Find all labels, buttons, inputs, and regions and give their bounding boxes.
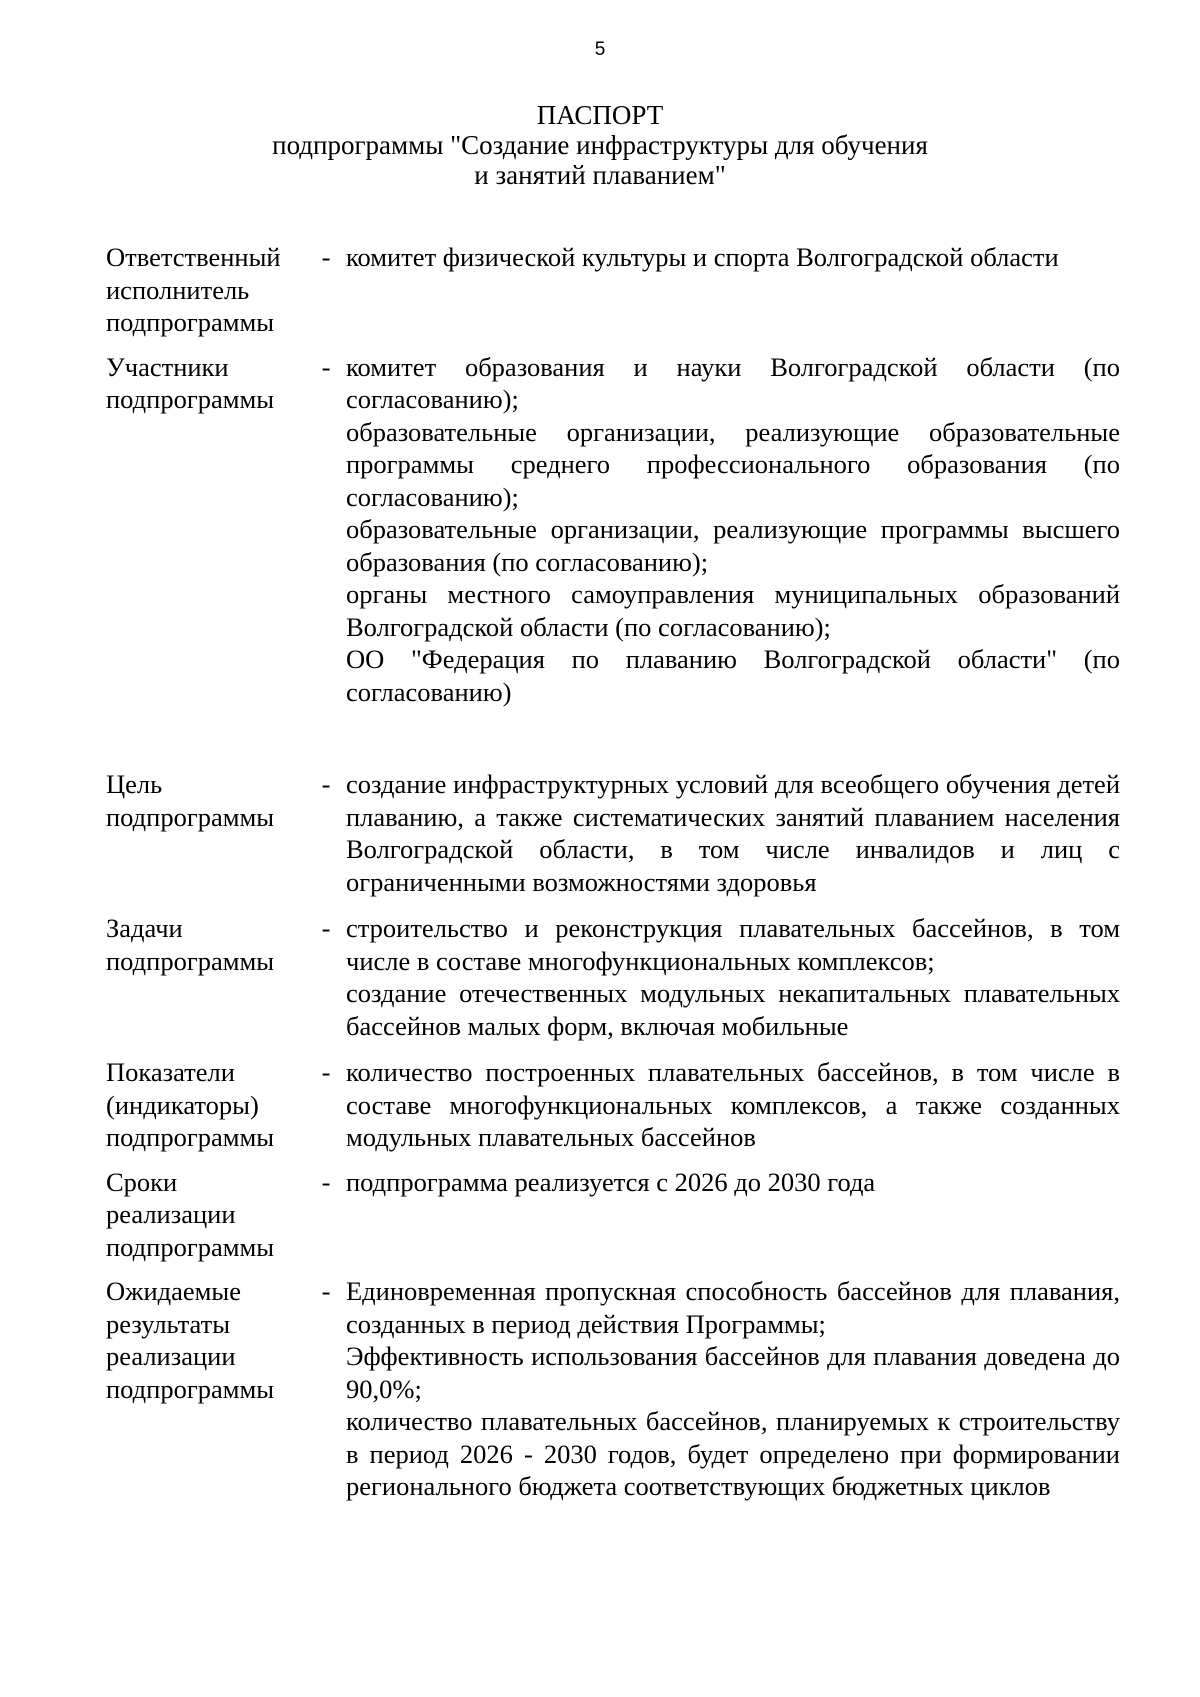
row-dash: - [321,351,331,382]
passport-row-participants [106,351,1120,709]
row-dash: - [321,769,331,799]
row-value: количество построенных плавательных бассейнов, в том числе в составе многофункциональных комплексов, а также созданных модульных плавательных бассейнов [346,1057,1120,1152]
title-heading: ПАСПОРТ [536,100,664,130]
passport-row-expected-results [106,1275,1120,1503]
row-label: Ожидаемые результаты реализации подпрограммы [106,1276,275,1404]
passport-row-timeline [106,1166,1120,1264]
row-label: Ответственный исполнитель подпрограммы [106,242,281,337]
passport-row-tasks [106,912,1120,1042]
document-title [0,100,1200,190]
row-value: Единовременная пропускная способность бассейнов для плавания, созданных в период действия Программы; Эффективность использования бассейнов для плавания доведена до 90,0%; количество плавательных бассейнов, планируемых к строительству в период 2026 - 2030 годов, будет определено при формировании регионального бюджета соответствующих бюджетных циклов [346,1276,1120,1501]
row-value: строительство и реконструкция плавательных бассейнов, в том числе в составе многофункциональных комплексов; создание отечественных модульных некапитальных плавательных бассейнов малых форм, включая мобильные [346,913,1120,1041]
row-dash: - [321,1276,331,1306]
title-subtitle-line-2: и занятий плаванием" [474,160,726,190]
row-dash: - [321,242,331,272]
row-value: комитет образования и науки Волгоградской области (по согласованию); образовательные организации, реализующие образовательные программы среднего профессионального образования (по согласованию); образовательные организации, реализующие программы высшего образования (по согласованию); органы местного самоуправления муниципальных образований Волгоградской области (по согласованию); ОО "Федерация по плаванию Волгоградской области" (по согласованию) [346,351,1120,707]
passport-table [106,241,1120,1503]
passport-row-goal [106,768,1120,898]
page-number: 5 [594,39,606,60]
row-label: Показатели (индикаторы) подпрограммы [106,1057,275,1152]
row-label: Участники подпрограммы [106,351,275,414]
row-dash: - [321,1057,331,1087]
title-subtitle-line-1: подпрограммы "Создание инфраструктуры для обучения [272,130,928,160]
row-value: комитет физической культуры и спорта Волгоградской области [346,242,1059,272]
row-label: Цель подпрограммы [106,769,275,832]
row-label: Задачи подпрограммы [106,913,275,976]
passport-row-indicators [106,1056,1120,1154]
passport-row-responsible [106,241,1120,339]
row-label: Сроки реализации подпрограммы [106,1166,275,1262]
row-dash: - [321,1166,331,1197]
row-value: создание инфраструктурных условий для всеобщего обучения детей плаванию, а также систематических занятий плаванием населения Волгоградской области, в том числе инвалидов и лиц с ограниченными возможностями здоровья [346,769,1120,897]
row-value: подпрограмма реализуется с 2026 до 2030 года [346,1166,876,1197]
row-dash: - [321,913,331,943]
